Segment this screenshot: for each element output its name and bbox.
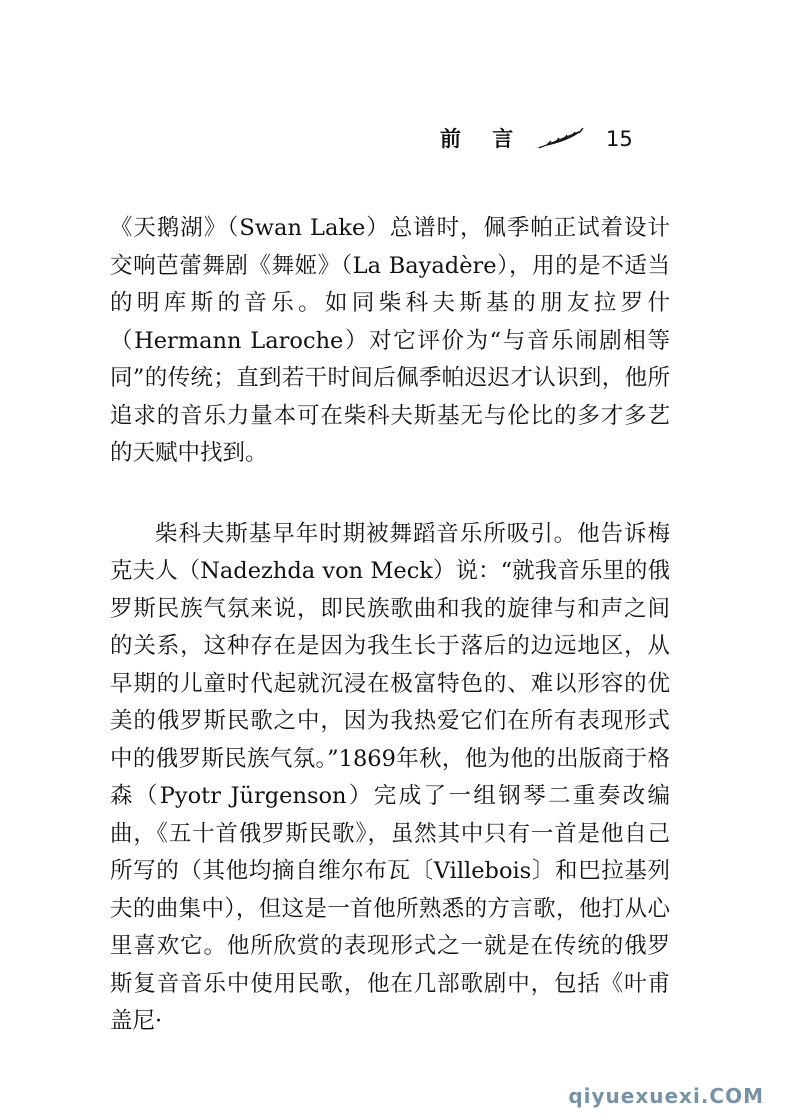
paragraph: 柴科夫斯基早年时期被舞蹈音乐所吸引。他告诉梅克夫人（Nadezhda von Meck）说：“就我音乐里的俄罗斯民族气氛来说，即民族歌曲和我的旋律与和声之间的关系，这种存在是因为我生长于落后的边远地区，从早期的儿童时代起就沉浸在极富特色的、难以形容的优美的俄罗斯民歌之中，因为我热爱它们在所有表现形式中的俄罗斯民族气氛。”1869年秋，他为他的出版商于格森（Pyotr Jürgenson）完成了一组钢琴二重奏改编曲，《五十首俄罗斯民歌》，虽然其中只有一首是他自己所写的（其他均摘自维尔布瓦〔Villebois〕和巴拉基列夫的曲集中），但这是一首他所熟悉的方言歌，他打从心里喜欢它。他所欣赏的表现形式之一就是在传统的俄罗斯复音音乐中使用民歌，他在几部歌剧中，包括《叶甫盖尼·: [110, 520, 670, 1034]
site-watermark: qiyuexuexi.COM: [568, 1084, 764, 1108]
body-text: [110, 210, 670, 1041]
page-number: 15: [606, 127, 633, 151]
chapter-title: 前 言: [440, 127, 526, 151]
paragraph: 《天鹅湖》（Swan Lake）总谱时，佩季帕正试着设计交响芭蕾舞剧《舞姬》（La Bayadère），用的是不适当的明库斯的音乐。如同柴科夫斯基的朋友拉罗什（Hermann Laroche）对它评价为“与音乐闹剧相等同”的传统；直到若干时间后佩季帕迟迟才认识到，他所追求的音乐力量本可在柴科夫斯基无与伦比的多才多艺的天赋中找到。: [110, 215, 670, 466]
page-header: [0, 124, 794, 160]
quill-icon: [533, 126, 593, 152]
